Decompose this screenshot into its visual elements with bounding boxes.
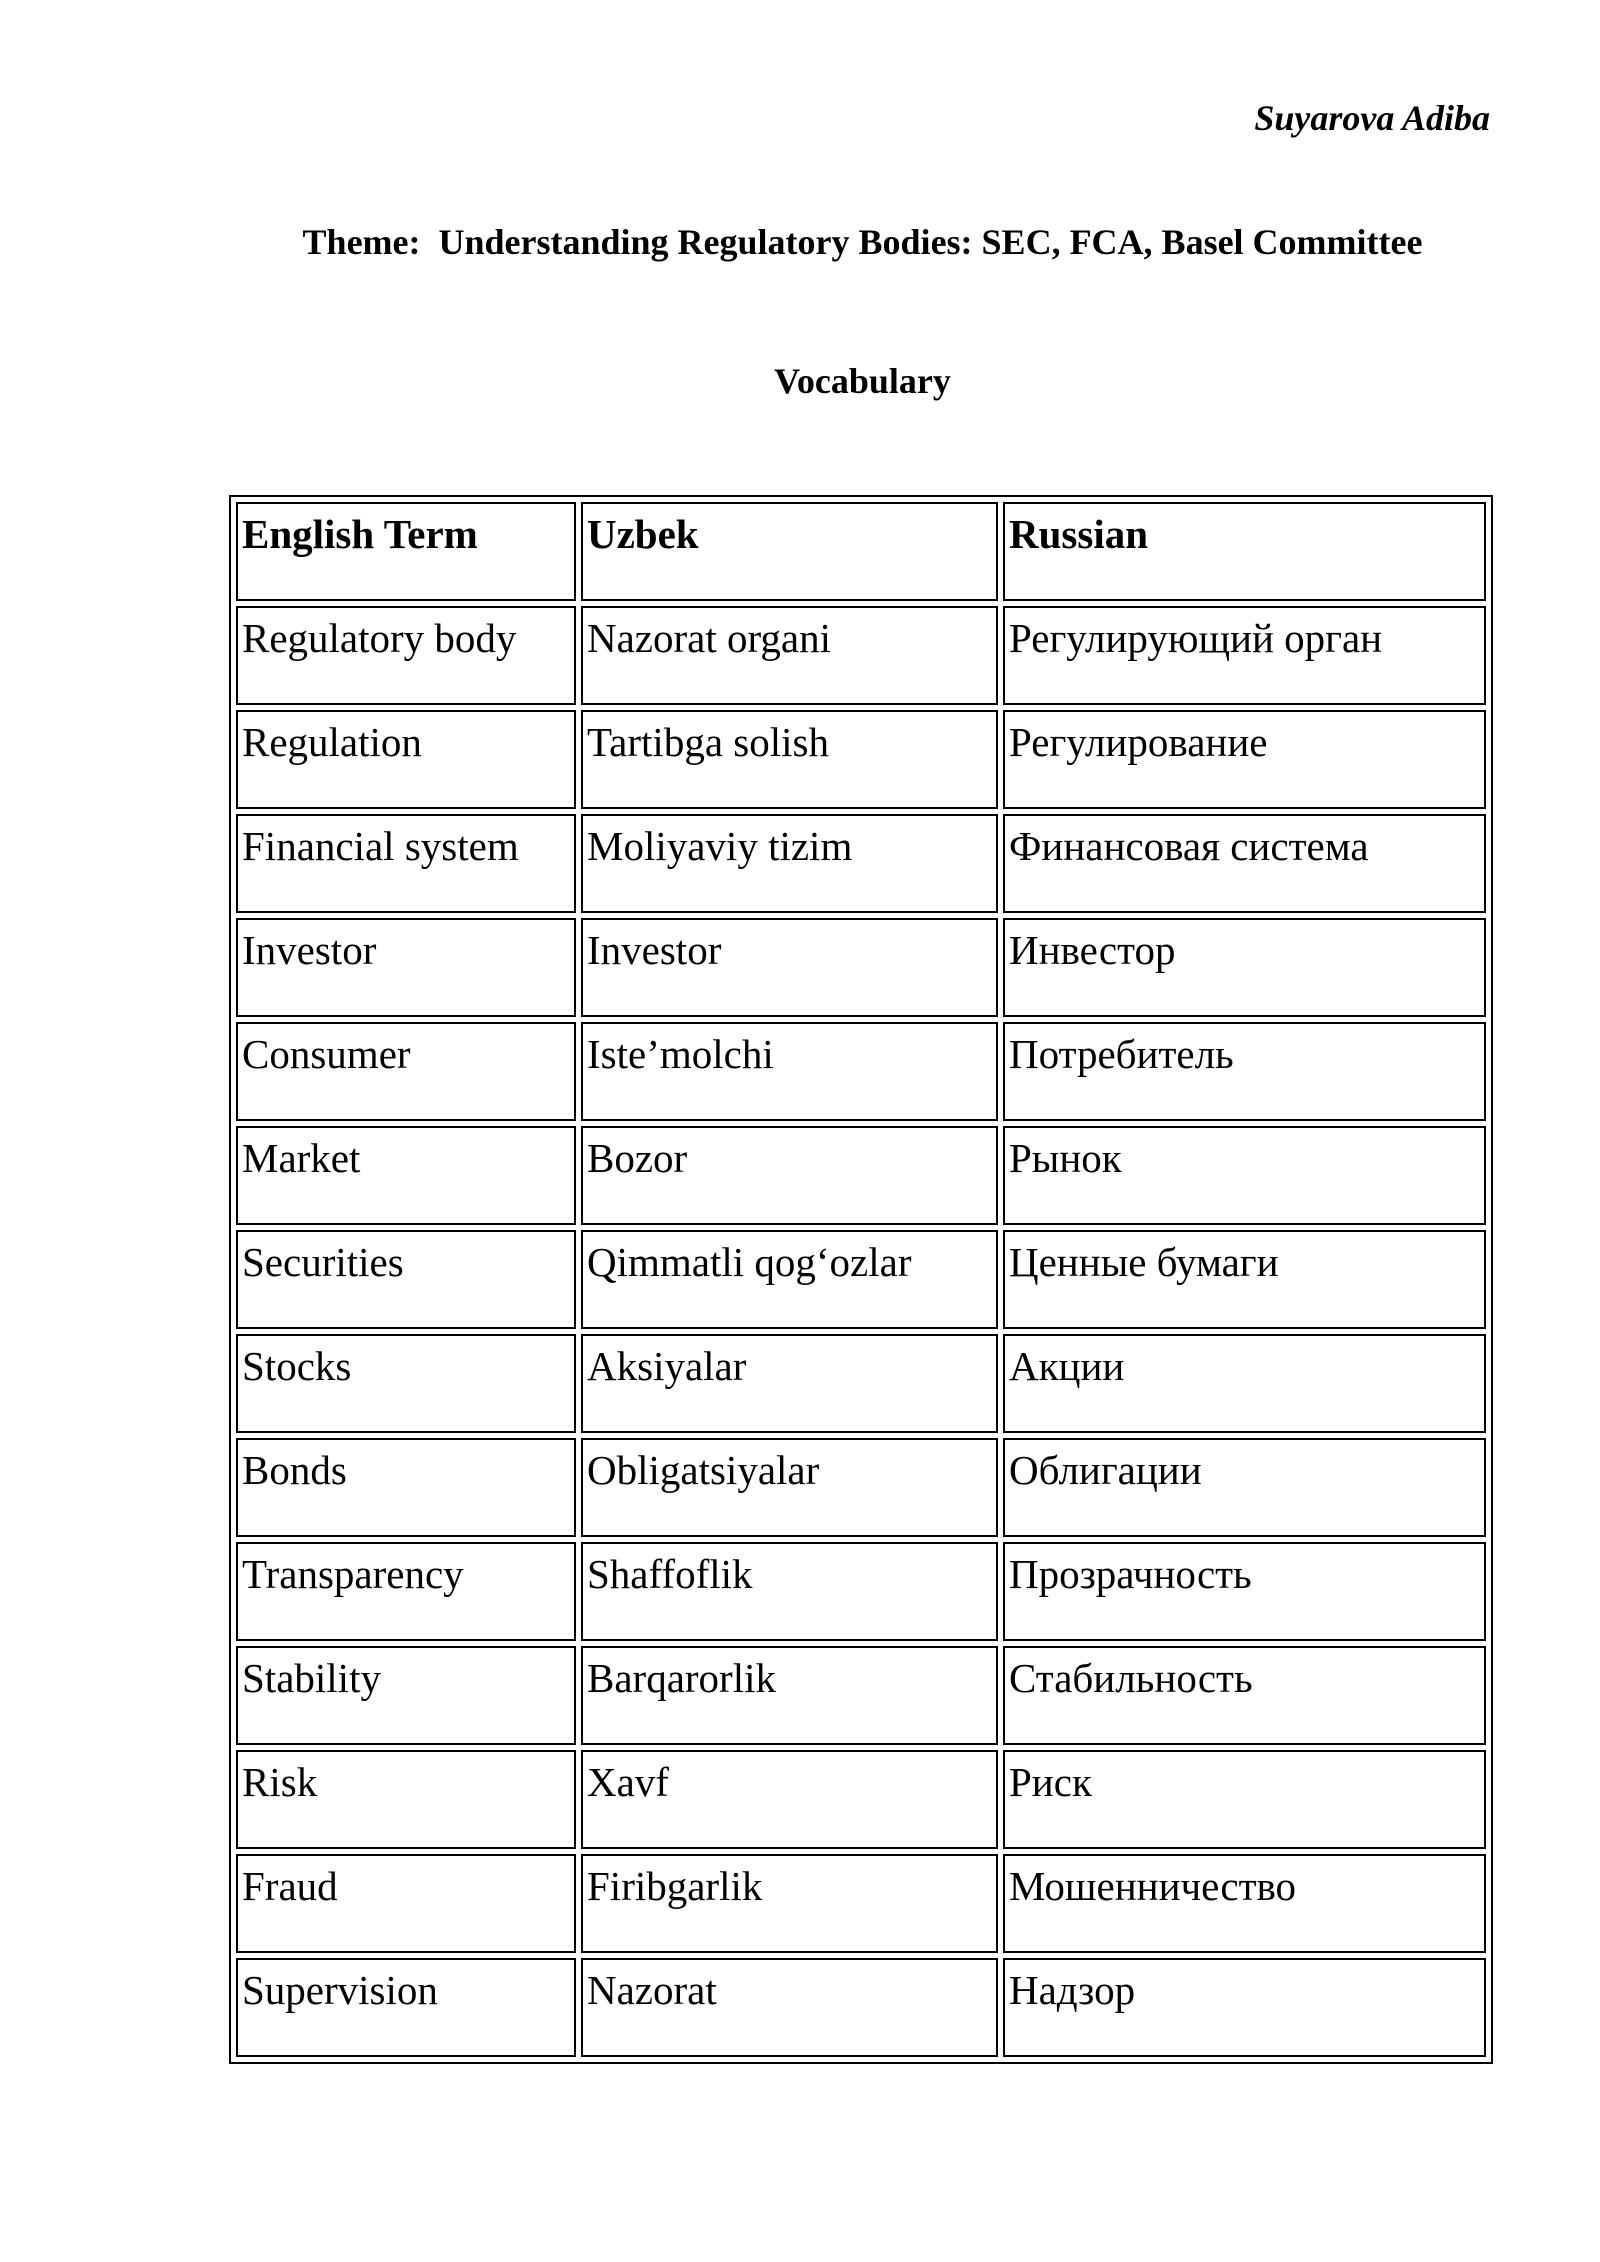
english-term-cell: Regulatory body	[236, 606, 576, 705]
uzbek-cell: Bozor	[581, 1126, 998, 1225]
russian-cell: Потребитель	[1003, 1022, 1486, 1121]
vocabulary-table	[229, 495, 1493, 2064]
uzbek-cell: Iste’molchi	[581, 1022, 998, 1121]
english-term-cell: Securities	[236, 1230, 576, 1329]
english-term-cell: Consumer	[236, 1022, 576, 1121]
english-term-cell: Market	[236, 1126, 576, 1225]
section-title: Vocabulary	[774, 361, 951, 401]
table-row	[236, 710, 1486, 809]
english-term-cell: Transparency	[236, 1542, 576, 1641]
uzbek-cell: Xavf	[581, 1750, 998, 1849]
russian-cell: Регулирующий орган	[1003, 606, 1486, 705]
russian-cell: Акции	[1003, 1334, 1486, 1433]
russian-cell: Облигации	[1003, 1438, 1486, 1537]
russian-cell: Рынок	[1003, 1126, 1486, 1225]
table-row	[236, 1022, 1486, 1121]
header-uzbek: Uzbek	[581, 502, 998, 601]
uzbek-cell: Tartibga solish	[581, 710, 998, 809]
russian-cell: Финансовая система	[1003, 814, 1486, 913]
table-row	[236, 1646, 1486, 1745]
table-row	[236, 814, 1486, 913]
russian-cell: Ценные бумаги	[1003, 1230, 1486, 1329]
uzbek-cell: Aksiyalar	[581, 1334, 998, 1433]
table-row	[236, 918, 1486, 1017]
russian-cell: Мошенничество	[1003, 1854, 1486, 1953]
table-row	[236, 606, 1486, 705]
uzbek-cell: Firibgarlik	[581, 1854, 998, 1953]
russian-cell: Риск	[1003, 1750, 1486, 1849]
table-header-row	[236, 502, 1486, 601]
english-term-cell: Bonds	[236, 1438, 576, 1537]
english-term-cell: Financial system	[236, 814, 576, 913]
table-row	[236, 1542, 1486, 1641]
header-russian: Russian	[1003, 502, 1486, 601]
russian-cell: Инвестор	[1003, 918, 1486, 1017]
russian-cell: Надзор	[1003, 1958, 1486, 2057]
uzbek-cell: Nazorat	[581, 1958, 998, 2057]
table-row	[236, 1126, 1486, 1225]
header-english-term: English Term	[236, 502, 576, 601]
russian-cell: Стабильность	[1003, 1646, 1486, 1745]
english-term-cell: Regulation	[236, 710, 576, 809]
english-term-cell: Investor	[236, 918, 576, 1017]
russian-cell: Регулирование	[1003, 710, 1486, 809]
table-row	[236, 1958, 1486, 2057]
table-row	[236, 1334, 1486, 1433]
uzbek-cell: Moliyaviy tizim	[581, 814, 998, 913]
english-term-cell: Stocks	[236, 1334, 576, 1433]
uzbek-cell: Nazorat organi	[581, 606, 998, 705]
table-row	[236, 1230, 1486, 1329]
document-theme: Theme: Understanding Regulatory Bodies: SEC, FCA, Basel Committee	[302, 222, 1423, 262]
english-term-cell: Supervision	[236, 1958, 576, 2057]
uzbek-cell: Obligatsiyalar	[581, 1438, 998, 1537]
russian-cell: Прозрачность	[1003, 1542, 1486, 1641]
table-row	[236, 1438, 1486, 1537]
english-term-cell: Stability	[236, 1646, 576, 1745]
author-name: Suyarova Adiba	[1254, 98, 1490, 138]
table-row	[236, 1854, 1486, 1953]
uzbek-cell: Shaffoflik	[581, 1542, 998, 1641]
uzbek-cell: Qimmatli qog‘ozlar	[581, 1230, 998, 1329]
english-term-cell: Fraud	[236, 1854, 576, 1953]
english-term-cell: Risk	[236, 1750, 576, 1849]
table-row	[236, 1750, 1486, 1849]
uzbek-cell: Barqarorlik	[581, 1646, 998, 1745]
uzbek-cell: Investor	[581, 918, 998, 1017]
